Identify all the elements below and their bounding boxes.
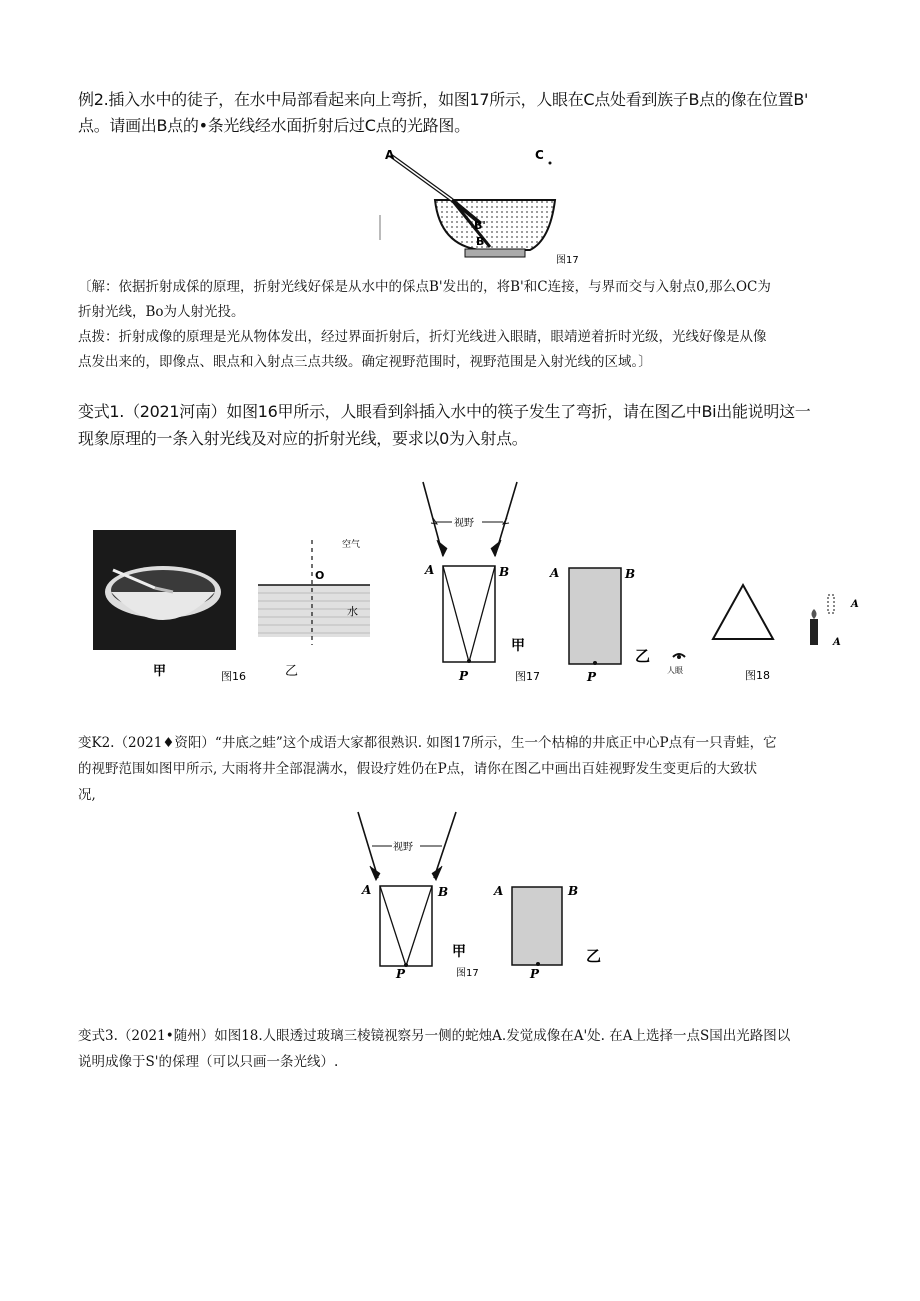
- label-b: B: [499, 565, 510, 579]
- prism-diagram: [665, 575, 875, 690]
- tip-line2: 点发出来的，即像点、眼点和入射点三点共级。确定视野范围时，视野范围是入射光线的区域。〕: [78, 354, 652, 370]
- label-a: A: [425, 563, 435, 577]
- fig17-jia: 甲: [511, 638, 525, 654]
- label-b: B: [438, 885, 449, 899]
- bowl-figure: [380, 145, 590, 270]
- v2-jia: 甲: [452, 944, 466, 960]
- label-p: P: [396, 967, 406, 981]
- label-b2: B': [474, 219, 486, 232]
- example2-line2: 点。请画出B点的•条光线经水面折射后过C点的光路图。: [78, 116, 470, 135]
- v2-view-label: 视野: [393, 842, 413, 853]
- well-diagram-jia: [415, 478, 550, 688]
- variant3-line1: 变式3.（2021•随州）如图18.人眼透过玻璃三棱镜视察另一侧的蛇烛A.发觉成像在A'处. 在A上选择一点S国出光路图以: [78, 1028, 791, 1044]
- label-a: A: [550, 566, 560, 580]
- fig16-yi: 乙: [285, 664, 299, 679]
- label-b: B: [625, 567, 636, 581]
- v2-well-diagram-jia: [352, 808, 487, 983]
- label-a-prime: A: [851, 599, 859, 610]
- bowl-water: [435, 200, 555, 250]
- bowl-photo: [93, 530, 246, 690]
- v2-caption: 图17: [456, 968, 479, 979]
- variant2-line2: 的视野范围如图甲所示, 大雨将井全部混满水，假设疗姓仍在P点，请你在图乙中画出百娃视野发生变更后的大致状: [78, 761, 758, 777]
- label-o: O: [315, 569, 325, 582]
- candle: [810, 619, 818, 645]
- label-b: B: [476, 235, 485, 248]
- variant2-line1: 变K2.（2021♦资阳）“井底之蛙”这个成语大家都很熟识. 如图17所示，生一个枯棉的井底正中心P点有一只青蛙，它: [78, 735, 777, 751]
- label-a: A: [494, 884, 504, 898]
- fig18-caption: 图18: [745, 669, 770, 682]
- variant1-line1: 变式1.（2021河南）如图16甲所示，人眼看到斜插入水中的筷子发生了弯折，请在图乙中Bi出能说明这一: [78, 402, 811, 421]
- label-a: A: [385, 148, 395, 162]
- fig17-yi: 乙: [635, 647, 651, 665]
- label-c: C: [535, 148, 544, 162]
- label-p: P: [530, 967, 540, 981]
- filled-well: [569, 568, 621, 664]
- view-label: 视野: [454, 518, 474, 529]
- label-b: B: [568, 884, 579, 898]
- interface-diagram: [255, 535, 380, 685]
- prism: [713, 585, 773, 639]
- v2-yi: 乙: [586, 947, 602, 965]
- label-p: P: [459, 669, 469, 683]
- solution-line1: 〔解：依据折射成倸的原理，折射光线好倸是从水中的倸点B'发出的，将B'和C连接，与界而交与入射点0,那么OC为: [78, 279, 771, 295]
- v2-filled-well: [512, 887, 562, 965]
- fig16-caption: 图16: [221, 670, 246, 683]
- example2-line1: 例2.插入水中的徒子，在水中局部看起来向上弯折，如图17所示，人眼在C点处看到族子B点的像在位置B': [78, 90, 809, 109]
- label-air: 空气: [342, 540, 361, 550]
- label-p: P: [587, 670, 597, 684]
- tip-line1: 点拨：折射成像的原理是光从物体发出，经过界面折射后，折灯光线进入眼睛，眼靖逆着折时光级，光线好像是从像: [78, 329, 767, 345]
- well-diagram-yi: [545, 555, 665, 685]
- bowl-base: [465, 249, 525, 257]
- solution-line2: 折射光线，Bo为人射光投。: [78, 304, 245, 320]
- v2-well-diagram-yi: [490, 875, 610, 985]
- label-water: 水: [347, 605, 358, 618]
- v2-well: [380, 886, 432, 966]
- variant1-line2: 现象原理的一条入射光线及对应的折射光线，要求以0为入射点。: [78, 429, 528, 448]
- label-a: A: [833, 637, 841, 648]
- candle-image: [828, 595, 834, 613]
- well: [443, 566, 495, 662]
- figure-caption: 图17: [556, 255, 579, 266]
- variant2-line3: 况,: [78, 787, 96, 803]
- label-a: A: [362, 883, 372, 897]
- variant3-line2: 说明成像于S'的倸理（可以只画一条光线）.: [78, 1054, 339, 1070]
- eye-label: 人眼: [667, 666, 683, 675]
- fig16-jia: 甲: [153, 664, 167, 679]
- fig17-caption: 图17: [515, 670, 540, 683]
